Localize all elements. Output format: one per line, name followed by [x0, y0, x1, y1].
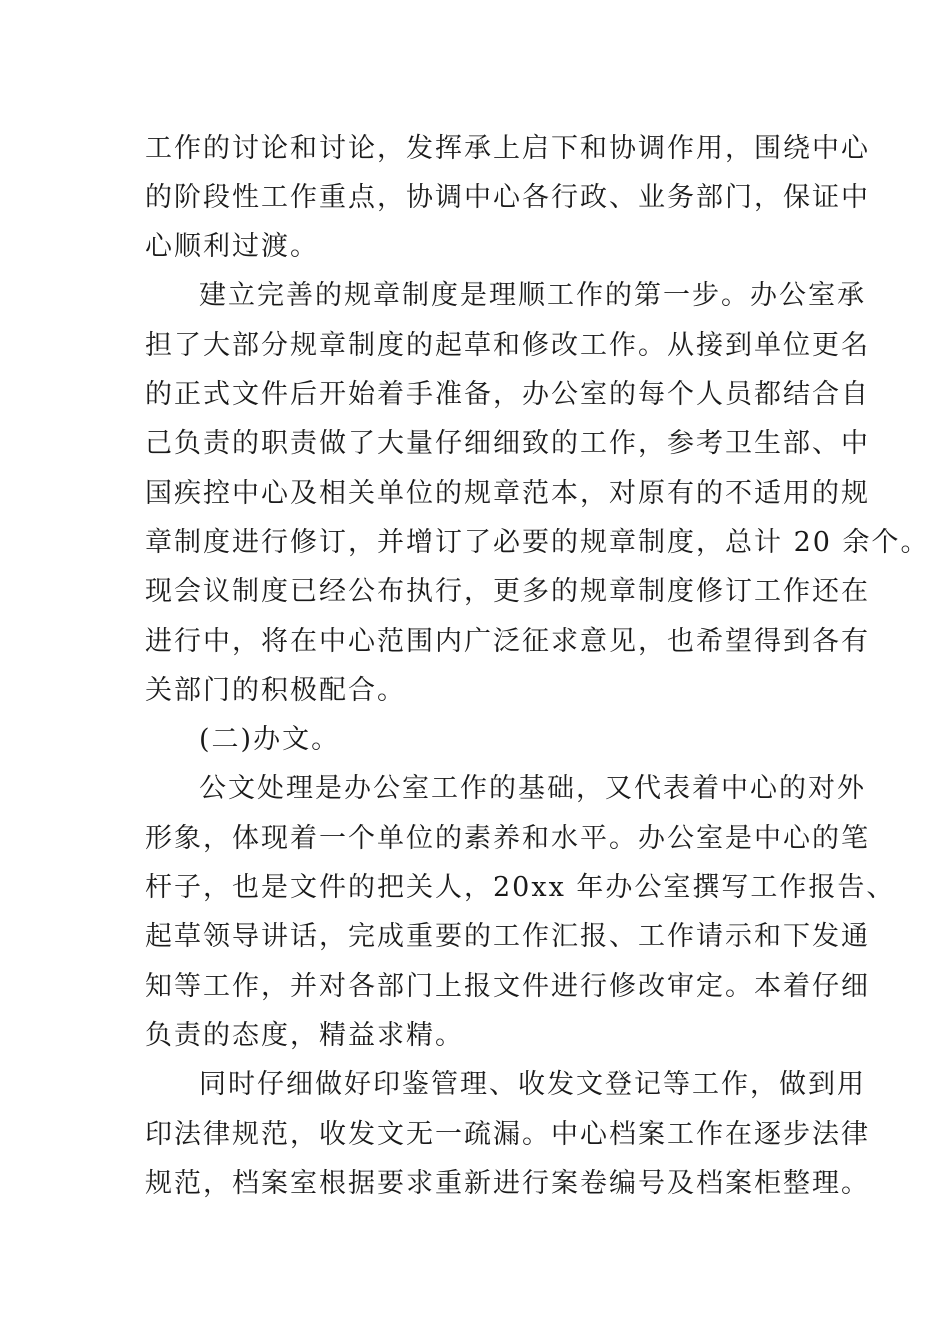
text-line: 负责的态度，精益求精。 [145, 1020, 464, 1051]
text-line: 工作的讨论和讨论，发挥承上启下和协调作用，围绕中心 [145, 133, 870, 164]
text-line: 起草领导讲话，完成重要的工作汇报、工作请示和下发通 [145, 921, 870, 952]
text-line: 的阶段性工作重点，协调中心各行政、业务部门，保证中 [145, 182, 870, 213]
text-line: 章制度进行修订，并增订了必要的规章制度，总计 20 余个。 [145, 527, 930, 558]
text-line: 建立完善的规章制度是理顺工作的第一步。办公室承 [199, 280, 866, 311]
text-line: 进行中，将在中心范围内广泛征求意见，也希望得到各有 [145, 626, 870, 657]
text-line: 国疾控中心及相关单位的规章范本，对原有的不适用的规 [145, 478, 870, 509]
text-line: 心顺利过渡。 [145, 231, 319, 262]
text-line: 同时仔细做好印鉴管理、收发文登记等工作，做到用 [199, 1069, 866, 1100]
text-line: 现会议制度已经公布执行，更多的规章制度修订工作还在 [145, 576, 870, 607]
text-line: 的正式文件后开始着手准备，办公室的每个人员都结合自 [145, 379, 870, 410]
text-line: 担了大部分规章制度的起草和修改工作。从接到单位更名 [145, 330, 870, 361]
text-line: 知等工作，并对各部门上报文件进行修改审定。本着仔细 [145, 971, 870, 1002]
section-heading: (二)办文。 [199, 724, 341, 755]
text-line: 形象，体现着一个单位的素养和水平。办公室是中心的笔 [145, 823, 870, 854]
text-line: 规范，档案室根据要求重新进行案卷编号及档案柜整理。 [145, 1168, 870, 1199]
text-line: 公文处理是办公室工作的基础，又代表着中心的对外 [199, 773, 866, 804]
text-line: 己负责的职责做了大量仔细细致的工作，参考卫生部、中 [145, 428, 870, 459]
text-line: 印法律规范，收发文无一疏漏。中心档案工作在逐步法律 [145, 1119, 870, 1150]
text-line: 杆子，也是文件的把关人，20xx 年办公室撰写工作报告、 [145, 872, 896, 903]
text-line: 关部门的积极配合。 [145, 675, 406, 706]
